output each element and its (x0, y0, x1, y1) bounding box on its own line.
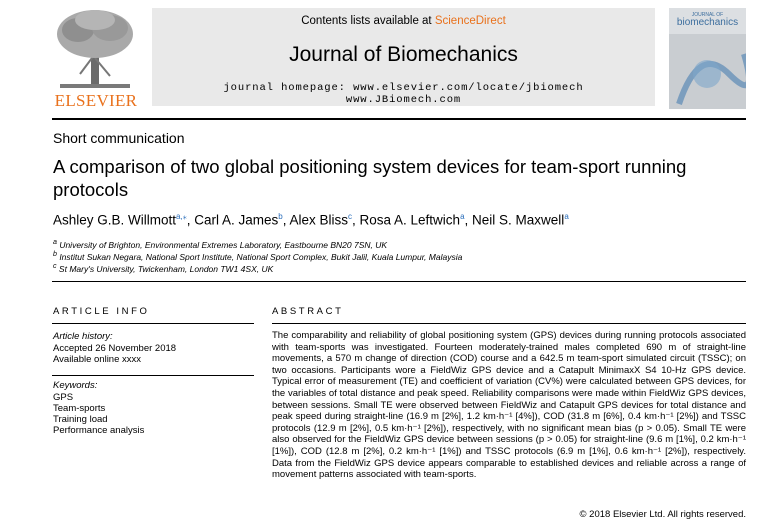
author-separator: , (282, 212, 290, 228)
abstract-divider (272, 323, 746, 324)
article-info-divider (52, 323, 254, 324)
author-name[interactable]: Alex Bliss (289, 212, 348, 228)
author-name[interactable]: Ashley G.B. Willmott (53, 212, 177, 228)
cover-art (669, 34, 746, 109)
keyword: Performance analysis (53, 425, 145, 436)
keyword: Team-sports (53, 403, 106, 414)
affiliation-text: Institut Sukan Negara, National Sport Institute, National Sport Complex, Bukit Jalil, Kuala Lumpur, Malaysia (59, 251, 463, 262)
homepage-alt-url[interactable]: www.JBiomech.com (345, 94, 462, 106)
author-name[interactable]: Carl A. James (194, 212, 279, 228)
author-separator: , (464, 212, 473, 228)
journal-title: Journal of Biomechanics (289, 43, 518, 66)
affiliation-marker: c (53, 262, 57, 270)
homepage-url[interactable]: journal homepage: www.elsevier.com/locate/jbiomech (223, 82, 584, 94)
cover-title: biomechanics (676, 17, 739, 28)
affiliation-text: University of Brighton, Environmental Extremes Laboratory, Eastbourne BN20 7SN, UK (59, 239, 388, 250)
author-name[interactable]: Rosa A. Leftwich (359, 212, 461, 228)
journal-cover-thumbnail[interactable] (669, 8, 746, 109)
keyword: Training load (53, 414, 108, 425)
author-name[interactable]: Neil S. Maxwell (472, 212, 565, 228)
copyright-notice: © 2018 Elsevier Ltd. All rights reserved. (579, 509, 746, 520)
section-divider (52, 281, 746, 282)
affiliation-marker: a (53, 238, 57, 246)
sciencedirect-link[interactable]: ScienceDirect (434, 15, 506, 27)
article-info-heading: ARTICLE INFO (53, 306, 150, 317)
affiliation-marker: b (53, 250, 57, 258)
article-title: A comparison of two global positioning system devices for team-sport running protocols (53, 156, 687, 200)
affiliation-text: St Mary's University, Twickenham, London TW1 4SX, UK (58, 263, 274, 274)
contents-line (152, 15, 655, 27)
article-type: Short communication (53, 130, 185, 146)
keywords-label: Keywords: (53, 380, 98, 391)
author-affiliation-marker[interactable]: a,⁎ (176, 212, 187, 221)
cover-pretitle: JOURNAL OF (691, 12, 724, 18)
author-affiliation-marker[interactable]: a (460, 212, 465, 221)
journal-homepage[interactable] (152, 82, 655, 106)
history-label: Article history: (53, 331, 113, 342)
affiliation (53, 250, 462, 262)
contents-prefix: Contents lists available at (301, 15, 435, 27)
history-entry: Available online xxxx (53, 354, 142, 365)
author-affiliation-marker[interactable]: b (278, 212, 283, 221)
author-separator: , (351, 212, 360, 228)
history-entry: Accepted 26 November 2018 (53, 343, 177, 354)
publisher-name: ELSEVIER (54, 91, 138, 110)
abstract-text: The comparability and reliability of global positioning system (GPS) devices during running protocols associated with team-sports was investigated. Fourteen moderately-trained males completed 690 m of straight-line movements, a 570 m change of direction (COD) course and a 642.5 m team-sport simulated circuit (TSSC); on two occasions. Participants wore a FieldWiz GPS device and a Catapult MinimaxX S4 10-Hz GPS device. Typical error of measurement (TE) and coefficient of variation (CV%) were calculated between GPS devices, for the variables of total distance and peak speed. Reliability comparisons were made within FieldWiz GPS devices, between sessions. Small TE were observed between FieldWiz and Catapult GPS devices for total distance and peak speed during straight-line (16.9 m [2%], 1.2 km·h⁻¹ [4%]), COD (31.8 m [6%], 0.4 km·h⁻¹ [2%]) and TSSC protocols (12.9 m [2%], 0.5 km·h⁻¹ [2%]), respectively, with no significant mean bias (p > 0.05). Small TE were also observed for the FieldWiz GPS device between sessions (p > 0.05) for straight-line (9.6 m [1%], 0.2 km·h⁻¹ [1%]), COD (12.8 m [2%], 0.2 km·h⁻¹ [1%]) and TSSC protocols (6.9 m [1%], 0.6 km·h⁻¹ [2%]), respectively. Data from the FieldWiz GPS device appears comparable to established devices and reliable across a range of movement patterns associated with team-sports. (272, 330, 746, 481)
keyword: GPS (53, 392, 74, 403)
affiliation (53, 262, 273, 274)
author-list (53, 212, 569, 228)
author-affiliation-marker[interactable]: c (347, 212, 352, 221)
affiliation (53, 238, 387, 250)
keywords-divider (52, 375, 254, 376)
header-divider (52, 118, 746, 120)
author-separator: , (186, 212, 195, 228)
author-affiliation-marker[interactable]: a (564, 212, 569, 221)
abstract-heading: ABSTRACT (272, 306, 344, 317)
